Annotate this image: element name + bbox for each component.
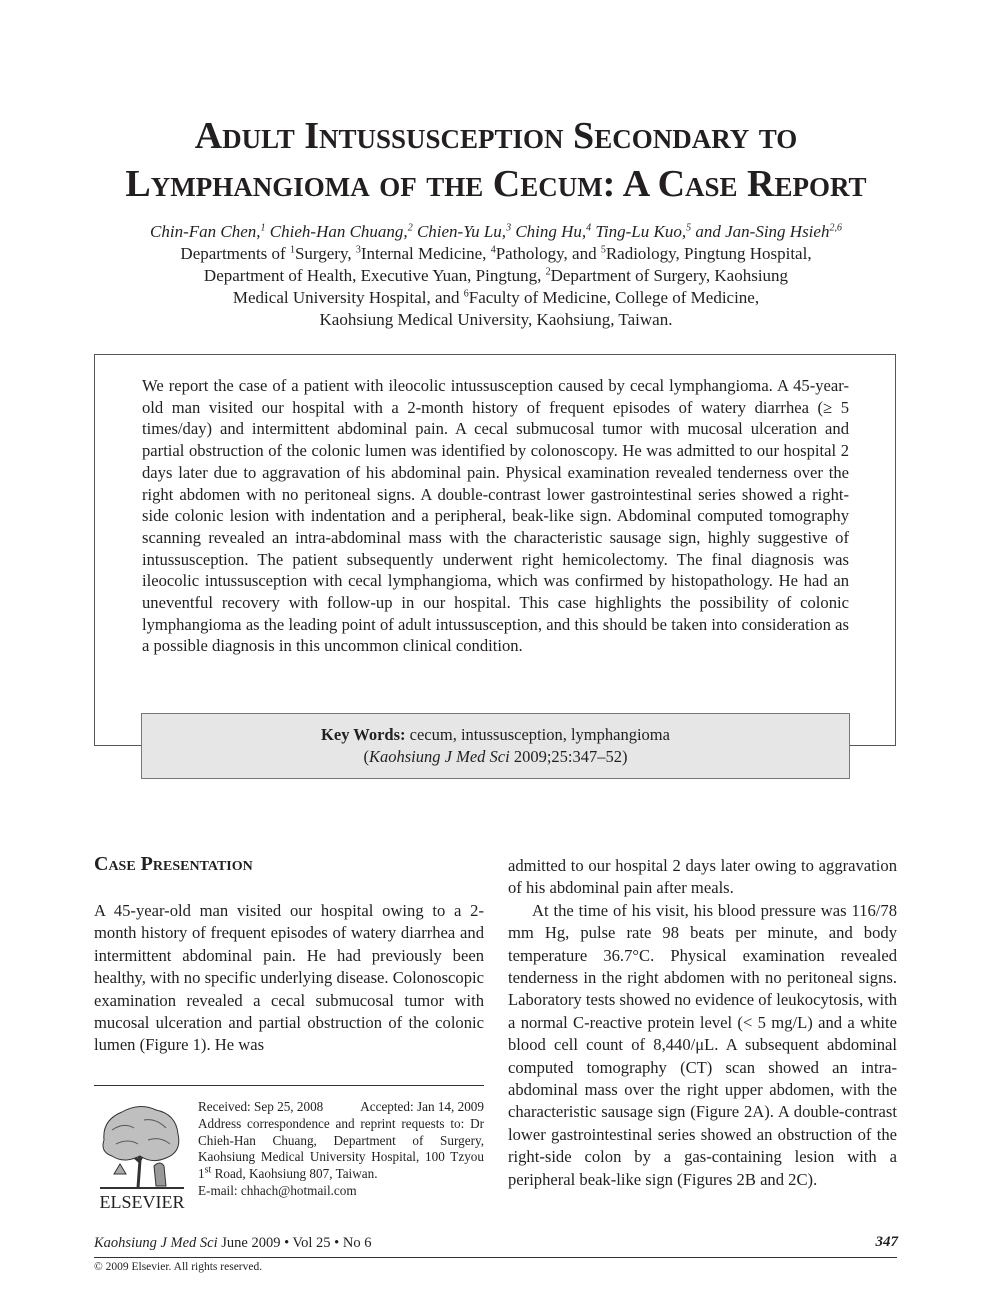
author: Ting-Lu Kuo, <box>595 222 687 241</box>
affiliation-sup: 3 <box>355 244 361 256</box>
affiliations <box>100 243 892 331</box>
affiliation-text: Department of Surgery, Kaohsiung <box>550 266 789 285</box>
citation-details: 2009;25:347–52) <box>509 747 628 766</box>
affiliation-sup: 4 <box>490 244 496 256</box>
section-heading: Case Presentation <box>94 853 253 875</box>
article-title <box>60 112 932 208</box>
author-affiliation-sup: 5 <box>686 222 692 234</box>
affiliation-text: Surgery, <box>294 244 356 263</box>
author-list <box>60 221 932 243</box>
affiliation-text: Internal Medicine, <box>360 244 491 263</box>
citation-open: ( <box>363 747 369 766</box>
author-affiliation-sup: 2 <box>407 222 413 234</box>
accepted-date: Accepted: Jan 14, 2009 <box>360 1099 484 1114</box>
footer-journal-info <box>94 1234 371 1252</box>
affiliation-text: Medical University Hospital, and <box>232 288 464 307</box>
affiliation-sup: 5 <box>600 244 606 256</box>
left-column <box>94 900 484 1057</box>
title-line-1: Adult Intussusception Secondary to <box>194 115 798 157</box>
body-paragraph: A 45-year-old man visited our hospital owing to a 2-month history of frequent episodes of watery diarrhea and intermittent abdominal pain. He had previously been healthy, with no specific underlying disease. Colonoscopic examination revealed a cecal submucosal tumor with mucosal ulceration and partial obstruction of the colonic lumen (Figure 1). He was <box>94 901 484 1055</box>
author: Ching Hu, <box>515 222 587 241</box>
author-affiliation-sup: 2,6 <box>829 222 842 234</box>
citation-journal: Kaohsiung J Med Sci <box>369 747 510 766</box>
body-paragraph: admitted to our hospital 2 days later owing to aggravation of his abdominal pain after meals. <box>508 856 897 898</box>
footnote-divider <box>94 1085 484 1086</box>
page-number: 347 <box>875 1234 898 1250</box>
body-paragraph: At the time of his visit, his blood pressure was 116/78 mm Hg, pulse rate 98 beats per minute, and body temperature 36.7°C. Physical examination revealed tenderness in the right abdomen with no peritoneal signs. Laboratory tests showed no evidence of leukocytosis, with a normal C-reactive protein level (< 5 mg/L) and a white blood cell count of 8,440/μL. A subsequent abdominal computed tomography (CT) scan showed an intra-abdominal mass over the right upper abdomen, with the characteristic sausage sign (Figure 2A). A double-contrast lower gastrointestinal series showed an obstruction of the right-side colon by a gas-containing lesion with a peripheral beak-like sign (Figures 2B and 2C). <box>508 900 897 1189</box>
abstract-text: We report the case of a patient with ileocolic intussusception caused by cecal lymphangioma. A 45-year-old man visited our hospital with a 2-month history of frequent episodes of watery diarrhea (≥ 5 times/day) and intermittent abdominal pain. A cecal submucosal tumor with mucosal ulceration and partial obstruction of the colonic lumen was identified by colonoscopy. He was admitted to our hospital 2 days later due to aggravation of his abdominal pain. Physical examination revealed tenderness over the right abdomen with no peritoneal signs. A double-contrast lower gastrointestinal series showed a right-side colonic lesion with indentation and a peripheral, beak-like sign. Abdominal computed tomography scanning revealed an intra-abdominal mass with the characteristic sausage sign, highly suggestive of intussusception. The patient subsequently underwent right hemicolectomy. The final diagnosis was ileocolic intussusception with cecal lymphangioma, which was confirmed by histopathology. He had an uneventful recovery with follow-up in our hospital. This case highlights the possibility of colonic lymphangioma as the leading point of adult intussusception, and this should be taken into consideration as a possible diagnosis in this uncommon clinical condition. <box>142 376 849 656</box>
author: Chieh-Han Chuang, <box>269 222 408 241</box>
footer-divider <box>94 1257 897 1258</box>
correspondence-text: Address correspondence and reprint requests to: Dr Chieh-Han Chuang, Department of Surgery, Kaohsiung Medical University Hospital, 100 Tzyou 1 <box>198 1115 484 1182</box>
received-accepted <box>198 1099 484 1116</box>
affiliation-text: Radiology, Pingtung Hospital, <box>605 244 812 263</box>
journal-name: Kaohsiung J Med Sci <box>94 1235 218 1251</box>
author-affiliation-sup: 4 <box>586 222 592 234</box>
author-affiliation-sup: 3 <box>506 222 512 234</box>
correspondence-text: Road, Kaohsiung 807, Taiwan. <box>211 1166 378 1182</box>
elsevier-wordmark: ELSEVIER <box>99 1192 185 1212</box>
right-column <box>508 855 897 1191</box>
elsevier-tree-icon <box>100 1106 184 1188</box>
received-date: Received: Sep 25, 2008 <box>198 1099 324 1114</box>
affiliation-text: Department of Health, Executive Yuan, Pingtung, <box>203 266 546 285</box>
affiliation-text: Departments of <box>180 244 290 263</box>
article-footnote <box>198 1099 484 1200</box>
copyright: © 2009 Elsevier. All rights reserved. <box>94 1261 263 1273</box>
issue-info: June 2009 • Vol 25 • No 6 <box>217 1235 372 1251</box>
title-line-2: Lymphangioma of the Cecum: A Case Report <box>125 163 867 205</box>
citation-line <box>142 746 849 768</box>
elsevier-logo <box>94 1100 190 1212</box>
keywords: cecum, intussusception, lymphangioma <box>409 725 670 744</box>
keywords-line <box>142 724 849 746</box>
keywords-label: Key Words: <box>321 725 406 744</box>
affiliation-sup: 1 <box>289 244 295 256</box>
affiliation-text: Pathology, and <box>495 244 601 263</box>
correspondence <box>198 1116 484 1183</box>
affiliation-text: Kaohsiung Medical University, Kaohsiung, Taiwan. <box>319 310 673 329</box>
author: Chien-Yu Lu, <box>416 222 507 241</box>
ordinal-sup: st <box>204 1164 212 1176</box>
author-affiliation-sup: 1 <box>260 222 266 234</box>
author: and Jan-Sing Hsieh <box>695 222 830 241</box>
email: E-mail: chhach@hotmail.com <box>198 1182 357 1198</box>
affiliation-sup: 2 <box>545 266 551 278</box>
keywords-box <box>141 713 850 779</box>
author: Chin-Fan Chen, <box>150 222 261 241</box>
affiliation-text: Faculty of Medicine, College of Medicine, <box>468 288 760 307</box>
affiliation-sup: 6 <box>463 288 469 300</box>
